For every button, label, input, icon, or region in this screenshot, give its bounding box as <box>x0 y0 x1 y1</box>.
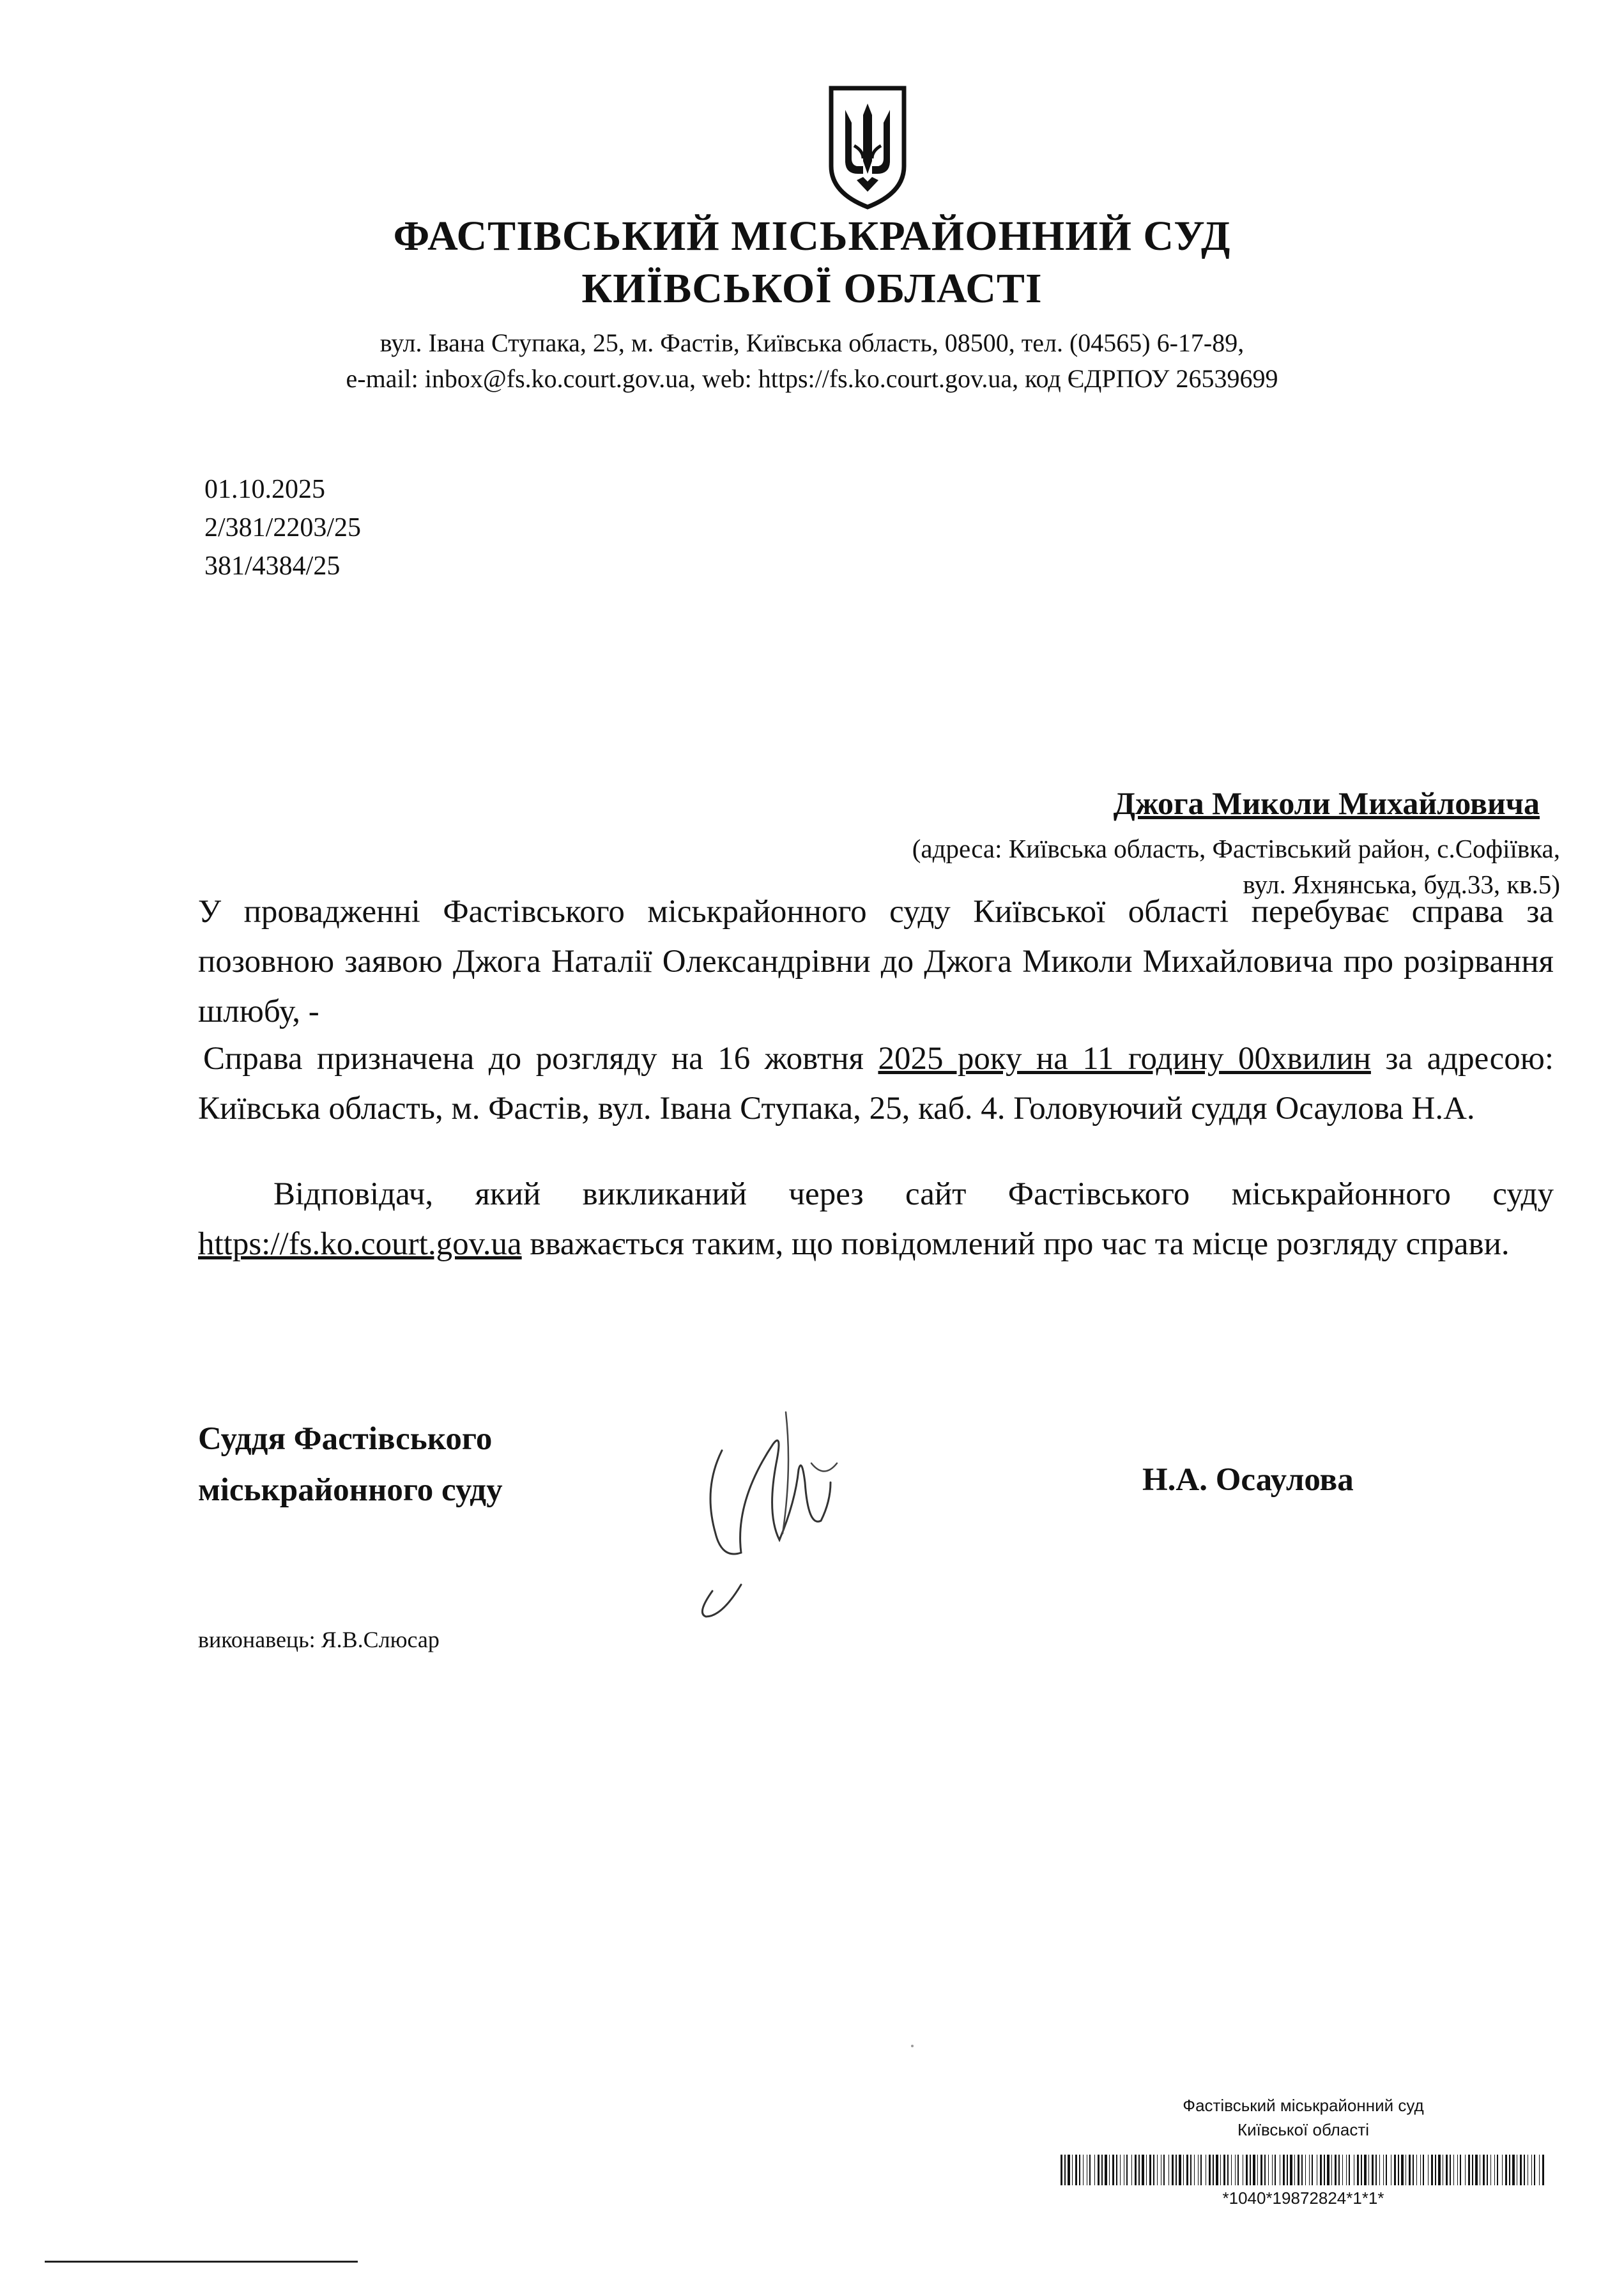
barcode-bar <box>1223 2155 1225 2185</box>
barcode-bar <box>1072 2155 1073 2185</box>
barcode-bar <box>1335 2155 1337 2185</box>
barcode-bar <box>1075 2155 1077 2185</box>
barcode-bar <box>1183 2155 1184 2185</box>
barcode-bar <box>1327 2155 1329 2185</box>
barcode-bar <box>1497 2155 1498 2185</box>
barcode-bar <box>1272 2155 1273 2185</box>
barcode-bar <box>1331 2155 1332 2185</box>
barcode-bar <box>1324 2155 1325 2185</box>
barcode-bar <box>1172 2155 1174 2185</box>
barcode-number: *1040*19872824*1*1* <box>1222 2188 1384 2208</box>
barcode-bar <box>1283 2155 1285 2185</box>
barcode-bar <box>1250 2155 1251 2185</box>
page-edge-line <box>45 2261 358 2263</box>
barcode-bar <box>1146 2155 1147 2185</box>
barcode-bar <box>1372 2155 1374 2185</box>
barcode-bar <box>1468 2155 1470 2185</box>
barcode-bar <box>1246 2155 1248 2185</box>
judge-name: Н.А. Осаулова <box>1142 1462 1354 1498</box>
hearing-time-text: 2025 року на 11 годину 00хвилин <box>878 1041 1371 1077</box>
barcode-bar <box>1386 2155 1387 2185</box>
barcode-bar <box>1237 2155 1239 2185</box>
barcode-bar <box>1190 2155 1191 2185</box>
barcode-bar <box>1235 2155 1236 2185</box>
barcode-bar <box>1428 2155 1429 2185</box>
barcode-bar <box>1338 2155 1340 2185</box>
barcode-bar <box>1287 2155 1288 2185</box>
court-title: ФАСТІВСЬКИЙ МІСЬКРАЙОННИЙ СУД <box>393 213 1231 259</box>
case-number: 381/4384/25 <box>204 551 341 581</box>
barcode-bar <box>1349 2155 1350 2185</box>
barcode-bar <box>1157 2155 1158 2185</box>
barcode-bar <box>1320 2155 1322 2185</box>
barcode-bar <box>1135 2155 1137 2185</box>
stamp-court-region: Київської області <box>1237 2120 1370 2139</box>
barcode-bar <box>1163 2155 1165 2185</box>
barcode-bar <box>1227 2155 1229 2185</box>
barcode-bar <box>1465 2155 1466 2185</box>
letter-date: 01.10.2025 <box>204 475 325 504</box>
barcode-bar <box>1305 2155 1306 2185</box>
barcode-bar <box>1450 2155 1451 2185</box>
barcode-bar <box>1186 2155 1188 2185</box>
barcode-bar <box>1539 2155 1540 2185</box>
barcode-bar <box>1260 2155 1262 2185</box>
barcode-bar <box>1216 2155 1218 2185</box>
coat-of-arms-icon <box>826 84 909 210</box>
barcode-bar <box>1416 2155 1417 2185</box>
barcode-bar <box>1364 2155 1367 2185</box>
barcode-bar <box>1312 2155 1313 2185</box>
stamp-court-name: Фастівський міськрайонний суд <box>1183 2096 1424 2115</box>
barcode-bar <box>1120 2155 1121 2185</box>
barcode-bar <box>1357 2155 1359 2185</box>
barcode-bar <box>1105 2155 1107 2185</box>
barcode-bar <box>1394 2155 1396 2185</box>
barcode-bar <box>1431 2155 1433 2185</box>
barcode-bar <box>1483 2155 1485 2185</box>
barcode-bar <box>1131 2155 1132 2185</box>
barcode-bar <box>1446 2155 1448 2185</box>
body-paragraph-1: У провадженні Фастівського міськрайонного суду Київської області перебуває справа за позовною заявою Джога Наталії Олександрівни до Джога Миколи Михайловича про розірвання шлюбу, - <box>198 894 1554 1029</box>
barcode-bar <box>1460 2155 1461 2185</box>
reference-number: 2/381/2203/25 <box>204 513 362 542</box>
barcode-bar <box>1220 2155 1221 2185</box>
barcode-bar <box>1524 2155 1525 2185</box>
barcode-bar <box>1368 2155 1369 2185</box>
barcode-bar <box>1209 2155 1211 2185</box>
barcode-bar <box>1435 2155 1436 2185</box>
barcode-bar <box>1520 2155 1522 2185</box>
barcode-bar <box>1083 2155 1084 2185</box>
barcode-bar <box>1309 2155 1310 2185</box>
barcode-bar <box>1198 2155 1199 2185</box>
barcode-bar <box>1531 2155 1532 2185</box>
barcode-bar <box>1423 2155 1424 2185</box>
barcode-bar <box>1149 2155 1151 2185</box>
barcode-bar <box>1176 2155 1177 2185</box>
barcode-bar <box>1194 2155 1195 2185</box>
judge-position <box>198 1413 503 1516</box>
barcode-bar <box>1116 2155 1117 2185</box>
barcode-bar <box>1098 2155 1099 2185</box>
barcode-bar <box>1494 2155 1495 2185</box>
barcode-bar <box>1068 2155 1070 2185</box>
barcode-bar <box>1490 2155 1491 2185</box>
barcode-bar <box>1505 2155 1507 2185</box>
barcode-bar <box>1453 2155 1454 2185</box>
addressee-address-line: вул. Яхнянська, буд.33, кв.5) <box>1243 870 1560 899</box>
barcode-bar <box>1253 2155 1255 2185</box>
barcode-bar <box>1346 2155 1347 2185</box>
barcode-bar <box>1457 2155 1458 2185</box>
barcode-bar <box>1138 2155 1140 2185</box>
body-paragraph-3 <box>198 1169 1554 1269</box>
barcode-bar <box>1294 2155 1295 2185</box>
barcode-bar <box>1401 2155 1404 2185</box>
addressee-name: Джога Миколи Михайловича <box>1113 785 1540 821</box>
barcode-bar <box>1109 2155 1110 2185</box>
barcode-bar <box>1112 2155 1114 2185</box>
barcode-bar <box>1079 2155 1080 2185</box>
barcode-bar <box>1375 2155 1377 2185</box>
barcode-bar <box>1126 2155 1128 2185</box>
hearing-date-text: Справа призначена до розгляду на 16 жовтня <box>203 1041 878 1077</box>
judge-position-line: Суддя Фастівського <box>198 1421 493 1457</box>
barcode-bar <box>1542 2155 1544 2185</box>
court-website-link[interactable]: https://fs.ko.court.gov.ua <box>198 1226 522 1262</box>
barcode-bar <box>1268 2155 1269 2185</box>
court-address: вул. Івана Ступака, 25, м. Фастів, Київська область, 08500, тел. (04565) 6-17-89, <box>379 328 1245 357</box>
court-contacts: e-mail: inbox@fs.ko.court.gov.ua, web: https://fs.ko.court.gov.ua, код ЄДРПОУ 26539699 <box>346 364 1278 393</box>
scan-speck <box>911 2045 914 2047</box>
barcode-bar <box>1379 2155 1380 2185</box>
barcode-bar <box>1290 2155 1292 2185</box>
barcode-bar <box>1487 2155 1488 2185</box>
barcode-bar <box>1179 2155 1181 2185</box>
judge-position-line: міськрайонного суду <box>198 1472 503 1508</box>
notice-text: Відповідач, який викликаний через сайт Фастівського міськрайонного суду <box>273 1176 1554 1212</box>
barcode-bar <box>1413 2155 1414 2185</box>
barcode-bar <box>1064 2155 1066 2185</box>
barcode-bar <box>1142 2155 1144 2185</box>
barcode-bar <box>1301 2155 1303 2185</box>
hearing-location-text: за адресою: Київська область, м. Фастів, вул. Івана Ступака, 25, каб. 4. Головуючий суддя Осаулова Н.А. <box>198 1041 1554 1127</box>
court-region-title: КИЇВСЬКОЇ ОБЛАСТІ <box>581 265 1043 312</box>
barcode-bar <box>1475 2155 1478 2185</box>
barcode-bar <box>1168 2155 1169 2185</box>
barcode-bar <box>1101 2155 1103 2185</box>
barcode-bar <box>1257 2155 1258 2185</box>
barcode-bar <box>1472 2155 1473 2185</box>
addressee-address-line: (адреса: Київська область, Фастівський район, с.Софіївка, <box>912 834 1560 863</box>
barcode-bar <box>1298 2155 1299 2185</box>
barcode-bar <box>1509 2155 1510 2185</box>
barcode-bar <box>1361 2155 1362 2185</box>
barcode-bar <box>1231 2155 1232 2185</box>
handwritten-signature <box>645 1374 875 1629</box>
barcode-bar <box>1275 2155 1276 2185</box>
body-paragraph-2 <box>198 1034 1554 1134</box>
barcode-bar <box>1502 2155 1503 2185</box>
barcode-bar <box>1264 2155 1266 2185</box>
barcode-bar <box>1213 2155 1214 2185</box>
notice-text-end: вважається таким, що повідомлений про час та місце розгляду справи. <box>521 1226 1510 1262</box>
barcode-bar <box>1398 2155 1399 2185</box>
barcode-bar <box>1094 2155 1095 2185</box>
barcode-bar <box>1089 2155 1091 2185</box>
barcode-bar <box>1342 2155 1343 2185</box>
barcode-bar <box>1438 2155 1441 2185</box>
barcode-bar <box>1383 2155 1384 2185</box>
barcode-bar <box>1061 2155 1062 2185</box>
barcode-bar <box>1200 2155 1202 2185</box>
barcode-bar <box>1153 2155 1154 2185</box>
barcode-bar <box>1420 2155 1421 2185</box>
document-barcode <box>1061 2155 1546 2185</box>
barcode-bar <box>1409 2155 1411 2185</box>
executor-name: виконавець: Я.В.Слюсар <box>198 1627 440 1652</box>
barcode-bar <box>1534 2155 1535 2185</box>
barcode-bar <box>1512 2155 1515 2185</box>
